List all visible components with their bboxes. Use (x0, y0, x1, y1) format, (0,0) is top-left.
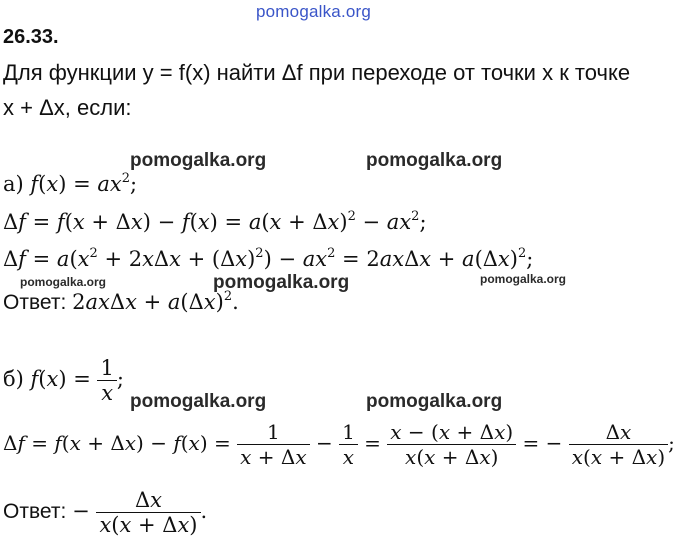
part-b-function: б) f(x) = $\frac{1}{x}$ ; (3, 356, 124, 405)
watermark-mid-left: pomogalka.org (130, 150, 267, 171)
fraction-answer-b: $\frac{\Delta x}{x(x + \Delta x)}$ (96, 488, 200, 537)
watermark-mid-right: pomogalka.org (366, 150, 503, 171)
part-a-step2: $\Delta f = a(x^2 + 2x\Delta x + (\Delta x)^2) - ax^2 = 2ax\Delta x + a(\Delta x)^2$; (3, 246, 534, 271)
problem-number: 26.33. (3, 26, 59, 48)
watermark-answer-a: pomogalka.org (213, 272, 350, 293)
part-b-step: Δf = f(x + Δx) − f(x) = $\frac{1}{x + \Delta x}$ − $\frac{1}{x}$ = $\frac{x - (x + \Delta x)}{x(x + \Delta x)}$ = − $\frac{\Delta x}{x(x + \Delta x)}$ ; (3, 420, 675, 469)
problem-statement-line1: Для функции y = f(x) найти Δf при переходе от точки x к точке (3, 60, 631, 85)
fraction-one-over-x: $\frac{1}{x}$ (97, 356, 116, 405)
part-b-answer-label: Ответ: (3, 500, 73, 523)
watermark-small-left: pomogalka.org (20, 275, 107, 289)
fraction-combined: $\frac{x - (x + \Delta x)}{x(x + \Delta x)}$ (387, 420, 516, 469)
watermark-small-right: pomogalka.org (480, 272, 567, 286)
part-a-label: а) (3, 172, 31, 196)
part-b-answer: Ответ: − $\frac{\Delta x}{x(x + \Delta x)}$ . (3, 488, 208, 537)
watermark-b-right: pomogalka.org (366, 391, 503, 412)
part-a-answer-label: Ответ: (3, 291, 73, 314)
fraction-result: $\frac{\Delta x}{x(x + \Delta x)}$ (569, 420, 668, 469)
watermark-top: pomogalka.org (256, 2, 372, 21)
watermark-b-left: pomogalka.org (130, 391, 267, 412)
part-a-step1: $\Delta f = f(x + \Delta x) - f(x) = a(x + \Delta x)^2 - ax^2$; (3, 209, 427, 234)
fraction-one-over-x-plus-dx: $\frac{1}{x + \Delta x}$ (237, 420, 309, 469)
part-a-function: а) $f(x) = ax^2$; (3, 171, 138, 196)
part-a-answer: Ответ: $2ax\Delta x + a(\Delta x)^2$. (3, 289, 239, 314)
fraction-one-over-x-2: $\frac{1}{x}$ (339, 420, 358, 469)
part-b-label: б) (3, 367, 31, 391)
problem-statement-line2: x + Δx, если: (3, 95, 132, 120)
